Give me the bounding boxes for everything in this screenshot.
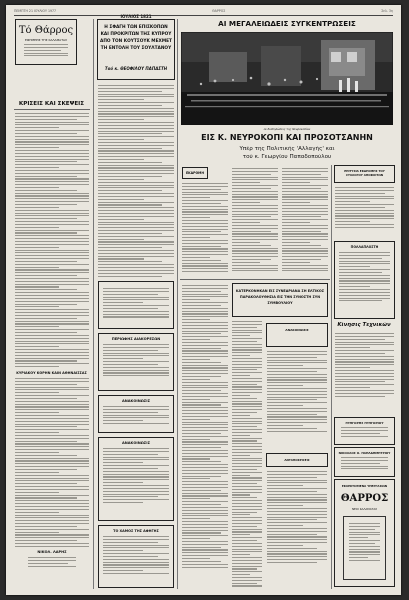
column-rule-3 (331, 165, 332, 589)
ad-3-text (103, 536, 169, 586)
feature-headline-line-3: ΑΠΟ ΤΟΝ ΚΟΥΤΣΟΥΚ ΜΕΧΜΕΤ (100, 39, 172, 44)
column-rule-2 (177, 19, 178, 589)
main-headline: ΕΙΣ Κ. ΝΕΥΡΟΚΟΠΙ ΚΑΙ ΠΡΟΣΟΤΣΑΝΗΝ (201, 133, 373, 142)
right-ad-box-2 (334, 447, 395, 477)
lower-headline: ΚΑΤΕΡΚΟΝΗΚΑΝ ΕΙΣ ΣΥΝΕΔΡΙΑΝΑ ΣΗ ΕΛΤΙΚΟΣ ΠΑΡΑΚΟΛΟΥΘΗΣΙΑ ΕΙΣ ΤΗΝ ΣΥΝΟΣΤΗ ΣΥΝ ΣΥΜΒΟΥΛΙΟΥ (235, 289, 325, 305)
inset-label-box (182, 167, 208, 179)
right-box-1 (334, 165, 395, 183)
ad-1-title: ΑΝΑΚΟΙΝΩΣΙΣ (121, 399, 151, 403)
big-ad-title: ΘΑΡΡΟΣ (340, 493, 389, 504)
lower-section-rule (180, 279, 330, 280)
big-ad-text (349, 523, 380, 577)
right-notice-title: ΠΟΛΛΑΠΛΟΣΤΗ (350, 245, 379, 249)
right-ad-1-title: ΓΡΗΓΟΡΗΣ ΓΡΗΓΟΡΙΟΥ (345, 421, 384, 425)
feature-headline-line-1: Η ΣΦΑΓΗ ΤΩΝ ΕΠΙΣΚΟΠΩΝ (104, 25, 168, 30)
ad-box-3 (98, 525, 174, 588)
main-subhead-2: τού κ. Γεωργίου Παπαδοπούλου (242, 154, 332, 160)
feature-byline: Τού κ. ΘΕΟΦΙΛΟΥ ΠΑΠΑΣΤΗ (104, 66, 168, 71)
right-notice-text (339, 252, 390, 316)
big-ad-top: ΕΚΛΕΚΤΙΣΜΕΝΑ ΥΠΕΡΓΑΣΙΩΝ (341, 484, 388, 488)
right-box-1-text: ΕΠΙΤΥΧΙΑ ΕΚΔΡΟΜΗΣ ΤΟΥ ΣΥΛΛΟΓΟΥ ΑΠΟΦΟΙΤΩΝ (344, 169, 385, 177)
lower-label-2: ΑΝΤΑΠΟΚΡΙΣΕΙΣ (284, 458, 310, 462)
right-ad-2-title: ΝΙΚΟΛΑΟΣ Ο. ΠΑΠΑΔΗΜΗΤΡΙΟΥ (338, 451, 391, 455)
masthead-subtitle: ΕΦΗΜΕΡΙΣ ΤΗΣ ΚΑΛΑΜΑΤΑΣ (24, 38, 68, 42)
main-photo (181, 32, 393, 125)
feature-text (98, 85, 174, 278)
ad-1-text (103, 406, 169, 431)
main-text-col-1 (182, 183, 228, 275)
newspaper-page (6, 5, 401, 595)
right-notice-box (334, 241, 395, 319)
header-rule (14, 15, 393, 16)
ad-box-1 (98, 395, 174, 433)
lower-text-col-3 (267, 351, 327, 451)
right-ad-box-1 (334, 417, 395, 445)
notice-box-1 (98, 281, 174, 329)
section-heading: ΚΡΙΣΕΙΣ ΚΑΙ ΣΚΕΨΕΙΣ (18, 101, 85, 107)
left-column-text (15, 113, 89, 369)
feature-kicker: ΙΟΥΛΙΟΣ 1821 (120, 14, 152, 19)
header-page-number: Σελ. 3η (381, 9, 393, 13)
ad-2-title: ΑΝΑΚΟΙΝΩΣΙΣ (121, 441, 151, 445)
right-ad-2-text (341, 457, 388, 475)
technical-section-title: Κίνησις Τεχνικών (337, 322, 391, 328)
ad-2-text (103, 448, 169, 518)
left-subheading: ΚΥΡΙΑΚΟΥ ΚΟΡΗΝ ΚΑΙΝ ΑΘΗΝΑΪΣΣΑΣ (16, 371, 87, 375)
header-masthead: ΘΑΡΡΟΣ (212, 9, 226, 13)
masthead-details (24, 44, 68, 62)
notice-1-text (103, 288, 169, 326)
photo-caption: Αι διαδηλώσεις της Νευροκοπίου (263, 127, 311, 131)
main-subhead-1: Υπέρ της Πολιτικής 'Αλλαγής' και (239, 146, 335, 152)
header-date: ΠΕΜΠΤΗ 21 ΙΟΥΛΙΟΥ 1977 (14, 9, 57, 13)
crowd-photo-image (181, 32, 393, 125)
feature-headline-box (97, 19, 175, 80)
masthead-title: Θάρρος (34, 25, 74, 36)
notice-box-2 (98, 333, 174, 391)
section-rule (14, 109, 90, 110)
lower-text-col-4 (267, 471, 327, 587)
main-text-col-3 (282, 168, 328, 275)
notice-2-title: ΠΕΡΙΩΦΗΣ ΔΙΑΚΟΡΕΣΩΝ (111, 337, 161, 341)
feature-headline-line-2: ΚΑΙ ΠΡΟΚΡΙΤΩΝ ΤΗΣ ΚΥΠΡΟΥ (100, 32, 172, 37)
column-rule-1 (93, 19, 94, 589)
right-text-1 (335, 187, 394, 239)
main-text-col-2 (232, 168, 278, 275)
masthead-prefix: Τό (18, 25, 32, 36)
lower-text-col-1 (182, 285, 228, 587)
big-ad-inner-box (343, 516, 386, 580)
feature-headline-line-4: ΤΗ ΕΝΤΟΛΗ ΤΟΥ ΣΟΥΛΤΑΝΟΥ (100, 46, 172, 51)
lower-headline-box (232, 283, 328, 317)
ad-box-2 (98, 437, 174, 521)
signature-address (28, 557, 76, 577)
notice-2-text (103, 344, 169, 388)
main-banner: ΑΙ ΜΕΓΑΛΕΙΩΔΕΙΣ ΣΥΓΚΕΝΤΡΩΣΕΙΣ (218, 19, 356, 28)
inset-label: ΕΚΔΡΟΜΗ (186, 171, 204, 175)
right-ad-1-text (341, 427, 388, 443)
ad-3-title: ΤΟ ΧΑΜΟΣ ΤΗΣ ΑΦΗΓΗΣ (113, 529, 159, 533)
big-ad-bottom: ΝΕΟΙ ΚΑΛΑΜΑΤΑΣ (351, 507, 378, 511)
lower-label-box-2 (266, 453, 328, 467)
page-header (14, 8, 393, 14)
lower-text-col-2 (232, 321, 262, 587)
left-column-text-2 (15, 378, 89, 548)
technical-section-text (335, 333, 394, 415)
big-ad-box (334, 479, 395, 587)
lower-label-box-1 (266, 323, 328, 347)
masthead-box (15, 19, 77, 65)
left-signature: ΝΙΚΟΛ. ΛΑΡΗΣ (37, 550, 67, 554)
lower-label-1: ΑΝΑΚΟΙΝΩΣΙΣ (285, 328, 309, 332)
